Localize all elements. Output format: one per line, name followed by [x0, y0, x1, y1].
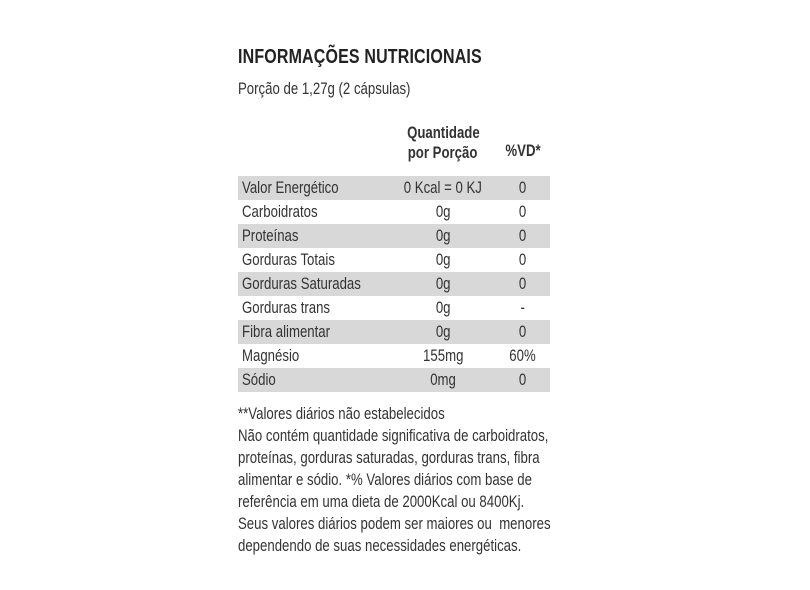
table-row — [238, 176, 550, 200]
nutrient-quantity-text: 0g — [435, 323, 451, 341]
nutrient-daily-value — [500, 296, 546, 320]
nutrient-daily-value-text: 0 — [519, 227, 527, 245]
footnote-line — [238, 513, 578, 535]
nutrient-name — [238, 368, 386, 392]
nutrient-daily-value-text: - — [520, 299, 526, 317]
nutrient-quantity-text: 0g — [435, 251, 451, 269]
footnote-line — [238, 469, 578, 491]
nutrient-quantity-text: 0g — [435, 275, 451, 293]
nutrient-quantity — [386, 344, 500, 368]
nutrient-daily-value-text: 0 — [519, 203, 527, 221]
nutrient-daily-value-text: 0 — [519, 275, 527, 293]
table-row — [238, 272, 550, 296]
nutrient-daily-value — [500, 200, 546, 224]
footnote-line — [238, 491, 578, 513]
nutrient-quantity — [386, 248, 500, 272]
serving-size-text: Porção de 1,27g (2 cápsulas) — [238, 80, 411, 98]
nutrient-daily-value — [500, 272, 546, 296]
nutrient-name — [238, 344, 386, 368]
nutrient-name — [238, 296, 386, 320]
page-title — [238, 45, 550, 69]
footnote-line-text: referência em uma dieta de 2000Kcal ou 8400Kj. — [238, 493, 525, 511]
nutrient-name-text: Gorduras Saturadas — [242, 275, 361, 293]
nutrient-name-text: Proteínas — [242, 227, 299, 245]
header-quantity-per-serving: Quantidade por Porção — [406, 124, 480, 162]
table-row — [238, 320, 550, 344]
footnote-line-text: dependendo de suas necessidades energéticas. — [238, 537, 522, 555]
nutrient-quantity — [386, 176, 500, 200]
nutrient-name — [238, 176, 386, 200]
nutrient-name — [238, 272, 386, 296]
header-daily-value: %VD* — [505, 142, 541, 160]
footnote-line-text: Não contém quantidade significativa de carboidratos, — [238, 427, 549, 445]
nutrient-quantity — [386, 296, 500, 320]
table-row — [238, 224, 550, 248]
nutrient-quantity-text: 0g — [435, 299, 451, 317]
nutrient-daily-value — [500, 224, 546, 248]
nutrient-name-text: Magnésio — [242, 347, 300, 365]
nutrition-table-body — [238, 176, 550, 392]
nutrient-name — [238, 200, 386, 224]
table-row — [238, 368, 550, 392]
nutrient-daily-value-text: 0 — [519, 251, 527, 269]
nutrient-daily-value-text: 0 — [519, 371, 527, 389]
nutrient-quantity-text: 0 Kcal = 0 KJ — [403, 179, 483, 197]
table-row — [238, 248, 550, 272]
nutrient-name-text: Carboidratos — [242, 203, 318, 221]
nutrient-name-text: Gorduras Totais — [242, 251, 335, 269]
nutrient-name-text: Valor Energético — [242, 179, 339, 197]
nutrient-quantity-text: 0g — [435, 227, 451, 245]
nutrient-quantity — [386, 272, 500, 296]
nutrient-daily-value — [500, 344, 546, 368]
footnote-line-text: alimentar e sódio. *% Valores diários com base de — [238, 471, 532, 489]
footnote-line — [238, 447, 578, 469]
nutrient-quantity-text: 0g — [435, 203, 451, 221]
table-row — [238, 200, 550, 224]
nutrient-daily-value — [500, 176, 546, 200]
nutrient-daily-value — [500, 368, 546, 392]
footnote-line — [238, 535, 578, 557]
footnote-line — [238, 425, 578, 447]
nutrient-daily-value-text: 60% — [509, 347, 537, 365]
nutrient-name-text: Fibra alimentar — [242, 323, 331, 341]
nutrient-name-text: Gorduras trans — [242, 299, 331, 317]
nutrient-quantity — [386, 200, 500, 224]
footnote-line-text: proteínas, gorduras saturadas, gorduras trans, fibra — [238, 449, 540, 467]
table-row — [238, 344, 550, 368]
footnote-line-text: **Valores diários não estabelecidos — [238, 405, 445, 423]
nutrient-name — [238, 224, 386, 248]
nutrient-daily-value-text: 0 — [519, 323, 527, 341]
nutrient-quantity-text: 155mg — [422, 347, 464, 365]
footnote-line — [238, 403, 578, 425]
nutrient-daily-value — [500, 320, 546, 344]
nutrient-quantity — [386, 368, 500, 392]
nutrient-name — [238, 248, 386, 272]
nutrient-quantity — [386, 320, 500, 344]
nutrient-name-text: Sódio — [242, 371, 276, 389]
table-row — [238, 296, 550, 320]
footnotes — [238, 403, 578, 557]
nutrient-daily-value-text: 0 — [519, 179, 527, 197]
footnote-line-text: Seus valores diários podem ser maiores ou menores — [238, 515, 551, 533]
nutrient-quantity — [386, 224, 500, 248]
page-title-text: INFORMAÇÕES NUTRICIONAIS — [238, 46, 482, 68]
label-content — [238, 45, 550, 557]
nutrient-name — [238, 320, 386, 344]
nutrient-quantity-text: 0mg — [430, 371, 456, 389]
nutrient-daily-value — [500, 248, 546, 272]
table-header-row — [238, 123, 550, 163]
